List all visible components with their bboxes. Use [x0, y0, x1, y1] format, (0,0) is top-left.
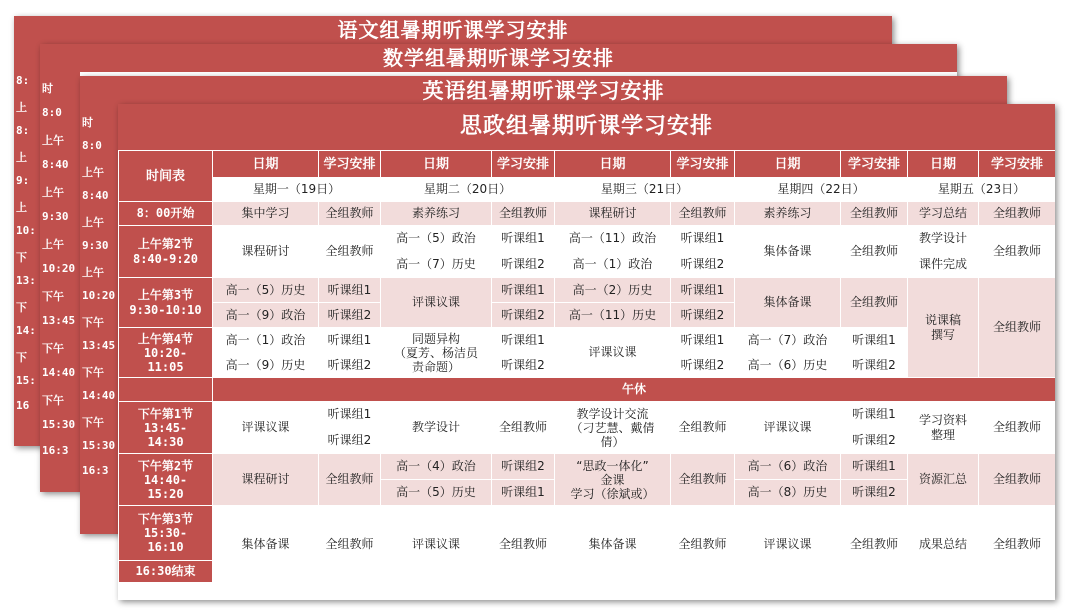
date-header: 日期	[213, 151, 319, 178]
sheet-title-politics: 思政组暑期听课学习安排	[118, 104, 1055, 150]
ghost-time-fragment: 上	[16, 151, 27, 164]
arrange-header: 学习安排	[841, 151, 908, 178]
participants-cell: 全组教师	[841, 506, 908, 583]
arrange-header: 学习安排	[671, 151, 735, 178]
time-cell: 下午第3节 15:30- 16:10	[119, 506, 213, 561]
participants-cell: 听课组1	[319, 328, 381, 353]
participants-cell: 听课组1	[841, 402, 908, 428]
ghost-time-fragment: 15:30	[42, 418, 76, 431]
participants-cell: 全组教师	[319, 226, 381, 278]
ghost-time-fragment: 下午	[42, 394, 64, 407]
participants-cell: 听课组1	[319, 278, 381, 303]
activity-cell: 教学设计	[381, 402, 492, 454]
arrange-header: 学习安排	[979, 151, 1056, 178]
date-header: 日期	[555, 151, 671, 178]
participants-cell: 听课组2	[492, 353, 555, 378]
schedule-table	[118, 150, 1055, 583]
participants-cell: 全组教师	[319, 506, 381, 583]
activity-cell: 集体备课	[213, 506, 319, 583]
table-row	[119, 454, 1056, 480]
ghost-time-fragment: 14:40	[82, 389, 116, 402]
ghost-time-fragment: 下午	[82, 316, 104, 329]
participants-cell: 听课组1	[841, 328, 908, 353]
participants-cell: 听课组1	[671, 278, 735, 303]
activity-cell: 高一（7）历史	[381, 252, 492, 278]
participants-cell: 全组教师	[979, 202, 1056, 226]
ghost-time-fragment: 上午	[42, 186, 64, 199]
time-cell: 上午第2节 8:40-9:20	[119, 226, 213, 278]
time-cell: 上午第4节 10:20- 11:05	[119, 328, 213, 378]
ghost-time-fragment: 8:	[16, 74, 30, 87]
participants-cell: 全组教师	[979, 278, 1056, 378]
ghost-time-fragment: 下午	[42, 342, 64, 355]
time-cell: 下午第1节 13:45- 14:30	[119, 402, 213, 454]
participants-cell: 全组教师	[671, 454, 735, 506]
ghost-time-fragment: 16	[16, 399, 30, 412]
participants-cell: 听课组2	[319, 428, 381, 454]
activity-cell: 高一（6）政治	[735, 454, 841, 480]
ghost-time-fragment: 9:30	[42, 210, 69, 223]
participants-cell: 听课组2	[492, 303, 555, 328]
ghost-time-fragment: 上午	[42, 238, 64, 251]
header-row	[119, 151, 1056, 178]
participants-cell: 听课组2	[319, 303, 381, 328]
ghost-time-fragment: 上午	[82, 216, 104, 229]
participants-cell: 听课组2	[671, 252, 735, 278]
ghost-time-fragment: 下午	[42, 290, 64, 303]
participants-cell: 全组教师	[979, 226, 1056, 278]
ghost-time-column	[80, 106, 119, 534]
ghost-time-fragment: 下午	[82, 416, 104, 429]
ghost-time-fragment: 10:20	[42, 262, 76, 275]
arrange-header: 学习安排	[492, 151, 555, 178]
activity-cell: 高一（5）历史	[381, 480, 492, 506]
day-wednesday: 星期三（21日）	[555, 178, 735, 202]
ghost-time-fragment: 8:40	[42, 158, 69, 171]
activity-cell: 高一（2）历史	[555, 278, 671, 303]
activity-cell: 高一（9）历史	[213, 353, 319, 378]
participants-cell: 全组教师	[841, 202, 908, 226]
activity-cell: 集体备课	[555, 506, 671, 583]
activity-cell: 学习资料 整理	[908, 402, 979, 454]
ghost-time-fragment: 15:30	[82, 439, 116, 452]
activity-cell: 评课议课	[381, 506, 492, 583]
activity-cell: 集体备课	[735, 278, 841, 328]
participants-cell: 全组教师	[841, 278, 908, 328]
activity-cell: 集中学习	[213, 202, 319, 226]
sheet-politics	[118, 104, 1055, 600]
activity-cell: 评课议课	[735, 402, 841, 454]
ghost-time-fragment: 13:45	[82, 339, 116, 352]
ghost-time-fragment: 上	[16, 101, 27, 114]
participants-cell: 全组教师	[492, 202, 555, 226]
ghost-time-fragment: 8:0	[82, 139, 102, 152]
day-monday: 星期一（19日）	[213, 178, 381, 202]
sheet-title-math: 数学组暑期听课学习安排	[40, 44, 957, 72]
date-header: 日期	[908, 151, 979, 178]
participants-cell: 全组教师	[671, 506, 735, 583]
participants-cell: 听课组2	[319, 353, 381, 378]
sheet-title-english: 英语组暑期听课学习安排	[80, 76, 1007, 106]
activity-cell: 教学设计交流 （刁艺慧、戴倩 倩）	[555, 402, 671, 454]
activity-cell: 高一（6）历史	[735, 353, 841, 378]
day-thursday: 星期四（22日）	[735, 178, 908, 202]
participants-cell: 听课组1	[841, 454, 908, 480]
date-header: 日期	[735, 151, 841, 178]
end-time-cell: 16:30结束	[119, 561, 213, 583]
participants-cell: 听课组1	[492, 480, 555, 506]
participants-cell: 全组教师	[319, 202, 381, 226]
ghost-time-fragment: 13:45	[42, 314, 76, 327]
ghost-time-fragment: 8:0	[42, 106, 62, 119]
activity-cell: 高一（5）政治	[381, 226, 492, 252]
activity-cell: 评课议课	[381, 278, 492, 328]
time-cell: 下午第2节 14:40- 15:20	[119, 454, 213, 506]
time-cell: 上午第3节 9:30-10:10	[119, 278, 213, 328]
participants-cell: 听课组2	[492, 454, 555, 480]
activity-cell: 素养练习	[381, 202, 492, 226]
ghost-time-fragment: 10:	[16, 224, 36, 237]
activity-cell: 学习总结	[908, 202, 979, 226]
participants-cell: 全组教师	[492, 402, 555, 454]
ghost-time-fragment: 上午	[42, 134, 64, 147]
ghost-time-fragment: 上午	[82, 166, 104, 179]
ghost-time-fragment: 15:	[16, 374, 36, 387]
activity-cell: 高一（8）历史	[735, 480, 841, 506]
participants-cell: 全组教师	[979, 402, 1056, 454]
ghost-time-fragment: 时	[82, 116, 93, 129]
ghost-time-fragment: 8:	[16, 124, 30, 137]
activity-cell: 高一（11）政治	[555, 226, 671, 252]
activity-cell: 课程研讨	[213, 454, 319, 506]
participants-cell: 全组教师	[979, 454, 1056, 506]
activity-cell: 集体备课	[735, 226, 841, 278]
participants-cell: 听课组2	[841, 480, 908, 506]
noon-break-row	[119, 378, 1056, 402]
activity-cell: 高一（11）历史	[555, 303, 671, 328]
ghost-time-fragment: 9:	[16, 174, 30, 187]
table-row	[119, 506, 1056, 561]
ghost-time-fragment: 16:3	[82, 464, 109, 477]
day-tuesday: 星期二（20日）	[381, 178, 555, 202]
participants-cell: 全组教师	[319, 454, 381, 506]
activity-cell: 评课议课	[213, 402, 319, 454]
ghost-time-column	[14, 44, 41, 446]
sheet-title-chinese: 语文组暑期听课学习安排	[14, 16, 892, 44]
activity-cell: 课程研讨	[555, 202, 671, 226]
activity-cell: 高一（4）政治	[381, 454, 492, 480]
ghost-time-fragment: 下	[16, 301, 27, 314]
ghost-time-fragment: 14:40	[42, 366, 76, 379]
ghost-time-fragment: 9:30	[82, 239, 109, 252]
noon-break-label: 午休	[213, 378, 1056, 402]
table-row	[119, 202, 1056, 226]
date-header: 日期	[381, 151, 492, 178]
participants-cell: 听课组2	[841, 428, 908, 454]
time-cell	[119, 378, 213, 402]
ghost-time-column	[40, 72, 81, 492]
activity-cell: 成果总结	[908, 506, 979, 583]
participants-cell: 全组教师	[841, 226, 908, 278]
ghost-time-fragment: 下	[16, 251, 27, 264]
ghost-time-fragment: 下午	[82, 366, 104, 379]
table-row	[119, 402, 1056, 428]
participants-cell: 听课组1	[319, 402, 381, 428]
activity-cell: 课件完成	[908, 252, 979, 278]
participants-cell: 听课组2	[841, 353, 908, 378]
ghost-time-fragment: 上午	[82, 266, 104, 279]
ghost-time-fragment: 下	[16, 351, 27, 364]
participants-cell: 听课组1	[492, 226, 555, 252]
activity-cell: 教学设计	[908, 226, 979, 252]
participants-cell: 全组教师	[979, 506, 1056, 583]
activity-cell: 高一（1）政治	[555, 252, 671, 278]
ghost-time-fragment: 10:20	[82, 289, 116, 302]
participants-cell: 听课组1	[492, 278, 555, 303]
participants-cell: 听课组2	[671, 303, 735, 328]
table-row	[119, 226, 1056, 252]
participants-cell: 听课组1	[671, 328, 735, 353]
activity-cell: 高一（7）政治	[735, 328, 841, 353]
activity-cell: 高一（5）历史	[213, 278, 319, 303]
activity-cell: 评课议课	[735, 506, 841, 583]
activity-cell: 说课稿 撰写	[908, 278, 979, 378]
participants-cell: 全组教师	[671, 202, 735, 226]
ghost-time-fragment: 8:40	[82, 189, 109, 202]
ghost-time-fragment: 13:	[16, 274, 36, 287]
participants-cell: 听课组1	[492, 328, 555, 353]
activity-cell: 高一（1）政治	[213, 328, 319, 353]
activity-cell: 同题异构 （夏芳、杨洁员 责命题）	[381, 328, 492, 378]
participants-cell: 全组教师	[492, 506, 555, 583]
activity-cell: 资源汇总	[908, 454, 979, 506]
ghost-time-fragment: 上	[16, 201, 27, 214]
ghost-time-fragment: 14:	[16, 324, 36, 337]
activity-cell: 课程研讨	[213, 226, 319, 278]
participants-cell: 全组教师	[671, 402, 735, 454]
participants-cell: 听课组2	[492, 252, 555, 278]
participants-cell: 听课组1	[671, 226, 735, 252]
day-friday: 星期五（23日）	[908, 178, 1056, 202]
activity-cell: 素养练习	[735, 202, 841, 226]
activity-cell: 高一（9）政治	[213, 303, 319, 328]
ghost-time-fragment: 16:3	[42, 444, 69, 457]
time-cell: 8：00开始	[119, 202, 213, 226]
days-row	[119, 178, 1056, 202]
activity-cell: 评课议课	[555, 328, 671, 378]
participants-cell: 听课组2	[671, 353, 735, 378]
table-row	[119, 278, 1056, 303]
activity-cell: “思政一体化” 金课 学习（徐斌或）	[555, 454, 671, 506]
arrange-header: 学习安排	[319, 151, 381, 178]
ghost-time-fragment: 时	[42, 82, 53, 95]
time-header: 时间表	[119, 151, 213, 202]
